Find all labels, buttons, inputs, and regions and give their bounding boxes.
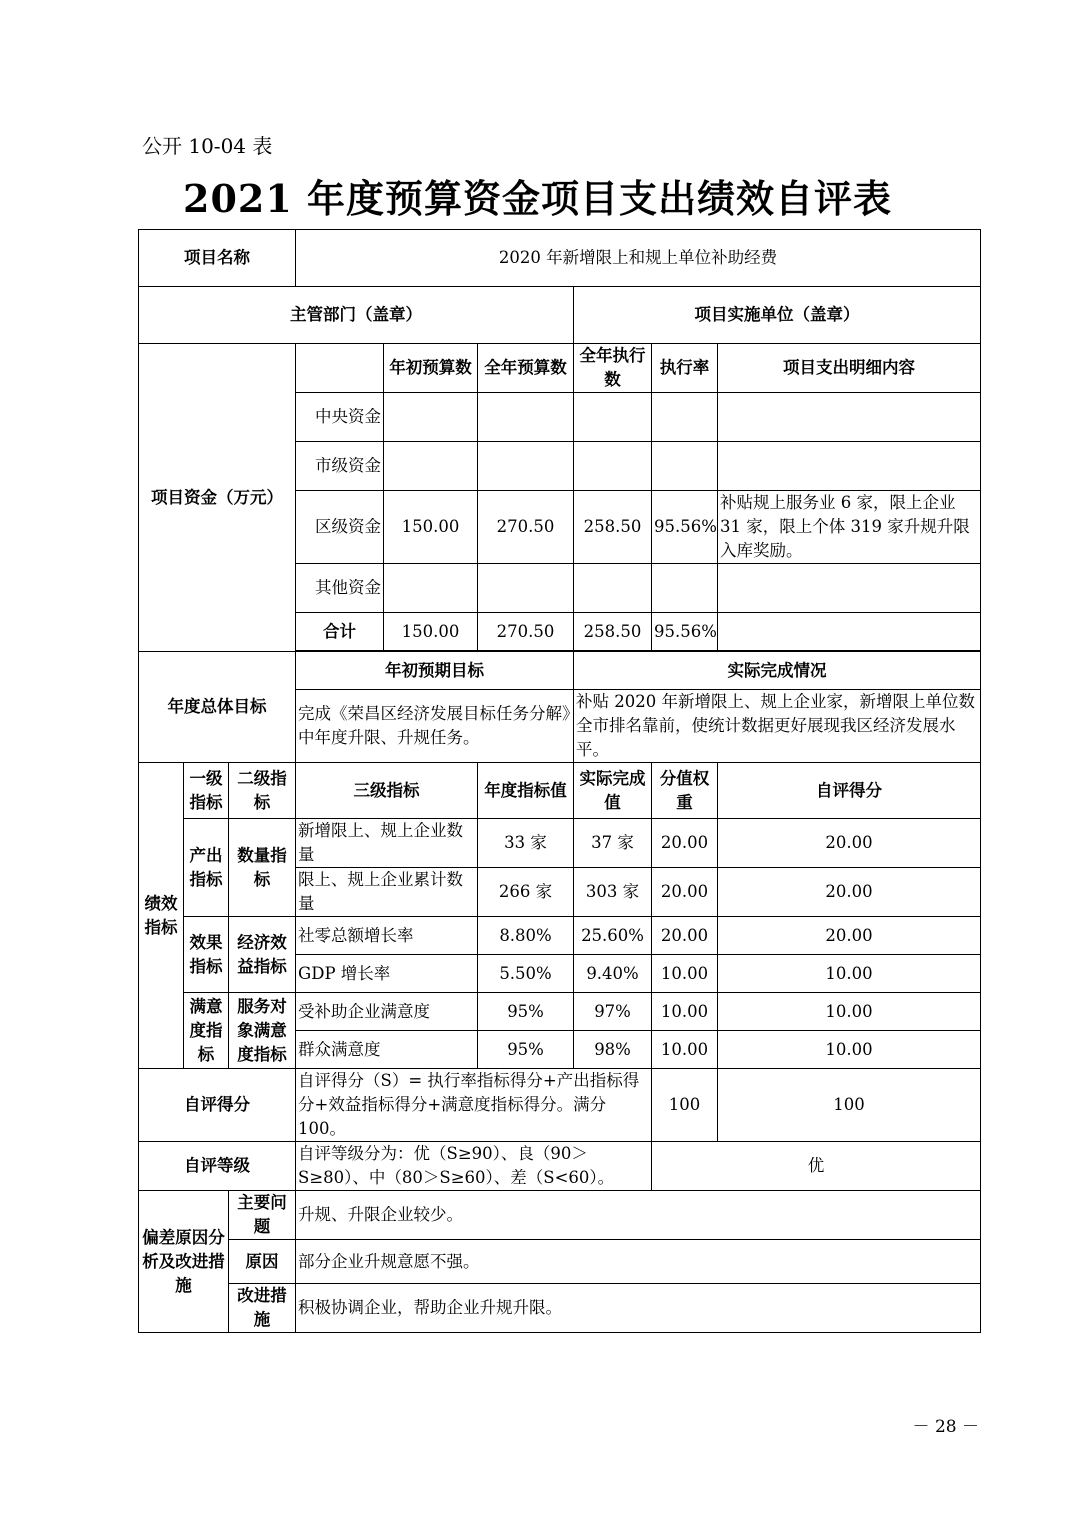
indicator-name: 群众满意度 <box>296 1031 478 1069</box>
fund-total-initial: 150.00 <box>384 613 478 651</box>
indicator-target: 95% <box>478 1031 574 1069</box>
indicator-target: 5.50% <box>478 955 574 993</box>
indicator-name: 新增限上、规上企业数量 <box>296 819 478 868</box>
level1-effect: 效果指标 <box>184 917 229 993</box>
form-code: 公开 10-04 表 <box>142 134 273 158</box>
actual-completion-header: 实际完成情况 <box>574 652 981 690</box>
fund-rate <box>652 564 718 613</box>
improvement-label: 改进措施 <box>229 1284 296 1333</box>
weight-header: 分值权重 <box>652 763 718 819</box>
level1-satisfaction: 满意度指标 <box>184 993 229 1069</box>
level3-header: 三级指标 <box>296 763 478 819</box>
indicator-target: 33 家 <box>478 819 574 868</box>
self-score-weight: 100 <box>652 1069 718 1142</box>
performance-indicators-label: 绩效指标 <box>139 763 184 1069</box>
fund-initial <box>384 393 478 442</box>
level1-header: 一级指标 <box>184 763 229 819</box>
supervising-dept-label: 主管部门（盖章） <box>139 287 574 344</box>
document-title: 2021 年度预算资金项目支出绩效自评表 <box>183 176 892 221</box>
fund-executed <box>574 442 652 491</box>
fund-initial: 150.00 <box>384 491 478 564</box>
indicator-actual: 97% <box>574 993 652 1031</box>
indicator-weight: 20.00 <box>652 917 718 955</box>
fund-rate <box>652 442 718 491</box>
self-grade-value: 优 <box>652 1142 981 1191</box>
expected-goal-text: 完成《荣昌区经济发展目标任务分解》中年度升限、升规任务。 <box>296 690 574 763</box>
project-name-label: 项目名称 <box>139 230 296 287</box>
fund-name: 市级资金 <box>296 442 384 491</box>
indicator-name: 社零总额增长率 <box>296 917 478 955</box>
indicator-weight: 10.00 <box>652 993 718 1031</box>
self-grade-rule: 自评等级分为：优（S≥90）、良（90＞S≥80）、中（80＞S≥60）、差（S<60）。 <box>296 1142 652 1191</box>
fund-total-rate: 95.56% <box>652 613 718 651</box>
fund-name: 其他资金 <box>296 564 384 613</box>
fund-executed <box>574 564 652 613</box>
fund-total-label: 合计 <box>296 613 384 651</box>
score-header: 自评得分 <box>718 763 981 819</box>
funds-corner-cell <box>296 344 384 393</box>
level2-header: 二级指标 <box>229 763 296 819</box>
fund-detail <box>718 442 981 491</box>
indicator-weight: 10.00 <box>652 1031 718 1069</box>
project-funds-label: 项目资金（万元） <box>139 344 296 652</box>
indicator-actual: 9.40% <box>574 955 652 993</box>
indicator-row <box>139 917 981 955</box>
self-grade-label: 自评等级 <box>139 1142 296 1191</box>
fund-annual: 270.50 <box>478 491 574 564</box>
indicator-score: 10.00 <box>718 955 981 993</box>
improvement-value: 积极协调企业，帮助企业升规升限。 <box>296 1284 981 1333</box>
indicator-name: 限上、规上企业累计数量 <box>296 868 478 917</box>
fund-annual <box>478 442 574 491</box>
level1-output: 产出指标 <box>184 819 229 917</box>
fund-initial <box>384 442 478 491</box>
self-score-value: 100 <box>718 1069 981 1142</box>
indicator-target: 8.80% <box>478 917 574 955</box>
funds-header-executed: 全年执行数 <box>574 344 652 393</box>
indicator-weight: 20.00 <box>652 819 718 868</box>
reason-label: 原因 <box>229 1240 296 1284</box>
fund-detail <box>718 393 981 442</box>
fund-rate: 95.56% <box>652 491 718 564</box>
fund-initial <box>384 564 478 613</box>
page-number: － 28 － <box>912 1417 979 1437</box>
indicator-score: 10.00 <box>718 1031 981 1069</box>
fund-total-detail <box>718 613 981 651</box>
project-name-value: 2020 年新增限上和规上单位补助经费 <box>296 230 981 287</box>
reason-value: 部分企业升规意愿不强。 <box>296 1240 981 1284</box>
fund-total-executed: 258.50 <box>574 613 652 651</box>
indicator-target: 95% <box>478 993 574 1031</box>
performance-evaluation-table <box>138 229 981 1333</box>
fund-rate <box>652 393 718 442</box>
indicator-weight: 10.00 <box>652 955 718 993</box>
fund-executed: 258.50 <box>574 491 652 564</box>
indicator-score: 20.00 <box>718 917 981 955</box>
fund-detail: 补贴规上服务业 6 家，限上企业 31 家，限上个体 319 家升规升限入库奖励。 <box>718 491 981 564</box>
indicator-weight: 20.00 <box>652 868 718 917</box>
funds-header-annual: 全年预算数 <box>478 344 574 393</box>
expected-goal-header: 年初预期目标 <box>296 652 574 690</box>
self-score-label: 自评得分 <box>139 1069 296 1142</box>
main-problem-label: 主要问题 <box>229 1191 296 1240</box>
annual-goal-label: 年度总体目标 <box>139 652 296 763</box>
indicator-score: 20.00 <box>718 819 981 868</box>
indicator-row <box>139 993 981 1031</box>
indicator-actual: 37 家 <box>574 819 652 868</box>
self-score-formula: 自评得分（S）= 执行率指标得分+产出指标得分+效益指标得分+满意度指标得分。满分 100。 <box>296 1069 652 1142</box>
indicator-score: 10.00 <box>718 993 981 1031</box>
funds-header-detail: 项目支出明细内容 <box>718 344 981 393</box>
fund-detail <box>718 564 981 613</box>
indicator-score: 20.00 <box>718 868 981 917</box>
target-value-header: 年度指标值 <box>478 763 574 819</box>
fund-name: 中央资金 <box>296 393 384 442</box>
indicator-name: 受补助企业满意度 <box>296 993 478 1031</box>
main-problem-value: 升规、升限企业较少。 <box>296 1191 981 1240</box>
funds-header-rate: 执行率 <box>652 344 718 393</box>
indicator-name: GDP 增长率 <box>296 955 478 993</box>
fund-name: 区级资金 <box>296 491 384 564</box>
actual-value-header: 实际完成值 <box>574 763 652 819</box>
deviation-analysis-label: 偏差原因分析及改进措施 <box>139 1191 229 1333</box>
actual-completion-text: 补贴 2020 年新增限上、规上企业家，新增限上单位数全市排名靠前，使统计数据更好展现我区经济发展水平。 <box>574 690 981 763</box>
fund-executed <box>574 393 652 442</box>
indicator-actual: 303 家 <box>574 868 652 917</box>
indicator-actual: 98% <box>574 1031 652 1069</box>
fund-annual <box>478 393 574 442</box>
level2-economic-benefit: 经济效益指标 <box>229 917 296 993</box>
fund-total-annual: 270.50 <box>478 613 574 651</box>
funds-header-initial: 年初预算数 <box>384 344 478 393</box>
level2-service-satisfaction: 服务对象满意度指标 <box>229 993 296 1069</box>
fund-annual <box>478 564 574 613</box>
indicator-target: 266 家 <box>478 868 574 917</box>
indicator-actual: 25.60% <box>574 917 652 955</box>
implementing-unit-label: 项目实施单位（盖章） <box>574 287 981 344</box>
indicator-row <box>139 819 981 868</box>
level2-quantity: 数量指标 <box>229 819 296 917</box>
